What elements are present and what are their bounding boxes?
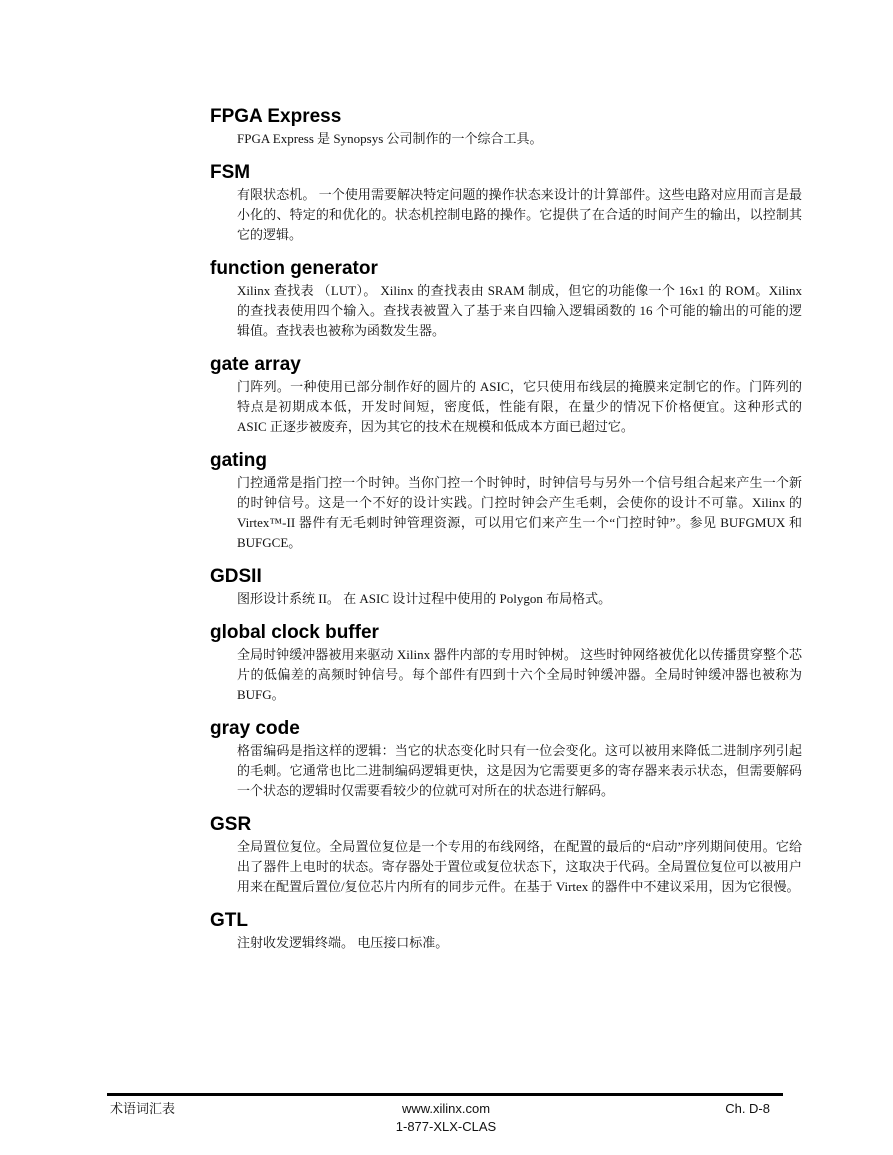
footer-section-title: 术语词汇表 <box>110 1101 176 1116</box>
footer-url-link[interactable]: www.xilinx.com <box>401 1101 491 1116</box>
footer-contact <box>346 1100 546 1136</box>
term-heading: gating <box>210 450 267 471</box>
term-heading: gate array <box>210 354 301 375</box>
glossary-entry-fpga-express <box>210 105 810 149</box>
term-heading: gray code <box>210 718 300 739</box>
term-heading: global clock buffer <box>210 622 379 643</box>
footer-phone: 1-877-XLX-CLAS <box>395 1119 497 1134</box>
term-definition: 格雷编码是指这样的逻辑：当它的状态变化时只有一位会变化。这可以被用来降低二进制序列引起的毛刺。它通常也比二进制编码逻辑更快，这是因为它需要更多的寄存器来表示状态，但需要解码一个状态的逻辑时仅需要看较少的位就可对所在的状态进行解码。 <box>237 743 802 798</box>
term-definition: 门控通常是指门控一个时钟。当你门控一个时钟时，时钟信号与另外一个信号组合起来产生一个新的时钟信号。这是一个不好的设计实践。门控时钟会产生毛刺，会使你的设计不可靠。Xilinx 的 Virtex™-II 器件有无毛刺时钟管理资源，可以用它们来产生一个“门控时钟”。参见 BUFGMUX 和 BUFGCE。 <box>237 475 802 550</box>
glossary-entry-gating <box>210 449 810 553</box>
glossary-entry-global-clock-buffer <box>210 621 810 705</box>
term-heading: FPGA Express <box>210 106 342 127</box>
term-definition: 有限状态机。 一个使用需要解决特定问题的操作状态来设计的计算部件。这些电路对应用而言是最小化的、特定的和优化的。状态机控制电路的操作。它提供了在合适的时间产生的输出，以控制其它的逻辑。 <box>237 187 802 242</box>
term-definition: 图形设计系统 II。 在 ASIC 设计过程中使用的 Polygon 布局格式。 <box>237 591 612 606</box>
term-heading: GTL <box>210 910 248 931</box>
term-definition: Xilinx 查找表 （LUT）。 Xilinx 的查找表由 SRAM 制成，但它的功能像一个 16x1 的 ROM。Xilinx 的查找表使用四个输入。查找表被置入了基于来自四输入逻辑函数的 16 个可能的输出的可能的逻辑值。查找表也被称为函数发生器。 <box>237 283 802 338</box>
term-heading: GSR <box>210 814 252 835</box>
glossary-entry-gsr <box>210 813 810 897</box>
glossary-entry-function-generator <box>210 257 810 341</box>
term-definition: 全局时钟缓冲器被用来驱动 Xilinx 器件内部的专用时钟树。 这些时钟网络被优化以传播贯穿整个芯片的低偏差的高频时钟信号。每个部件有四到十六个全局时钟缓冲器。全局时钟缓冲器也被称为 BUFG。 <box>237 647 802 702</box>
term-heading: GDSII <box>210 566 262 587</box>
glossary-entry-fsm <box>210 161 810 245</box>
glossary-list <box>210 105 810 965</box>
term-heading: function generator <box>210 258 378 279</box>
glossary-entry-gate-array <box>210 353 810 437</box>
glossary-entry-gtl <box>210 909 810 953</box>
term-heading: FSM <box>210 162 251 183</box>
term-definition: 门阵列。一种使用已部分制作好的圆片的 ASIC，它只使用布线层的掩膜来定制它的作。门阵列的特点是初期成本低，开发时间短，密度低，性能有限，在量少的情况下价格便宜。这种形式的 ASIC 正逐步被废弃，因为其它的技术在规模和低成本方面已超过它。 <box>237 379 802 434</box>
glossary-entry-gdsii <box>210 565 810 609</box>
term-definition: FPGA Express 是 Synopsys 公司制作的一个综合工具。 <box>237 131 543 146</box>
term-definition: 注射收发逻辑终端。 电压接口标准。 <box>237 935 449 950</box>
footer-page-number: Ch. D-8 <box>725 1101 770 1116</box>
glossary-entry-gray-code <box>210 717 810 801</box>
footer-divider <box>107 1093 783 1096</box>
term-definition: 全局置位复位。全局置位复位是一个专用的布线网络，在配置的最后的“启动”序列期间使用。它给出了器件上电时的状态。寄存器处于置位或复位状态下，这取决于代码。全局置位复位可以被用户用来在配置后置位/复位芯片内所有的同步元件。在基于 Virtex 的器件中不建议采用，因为它很慢。 <box>237 839 802 894</box>
